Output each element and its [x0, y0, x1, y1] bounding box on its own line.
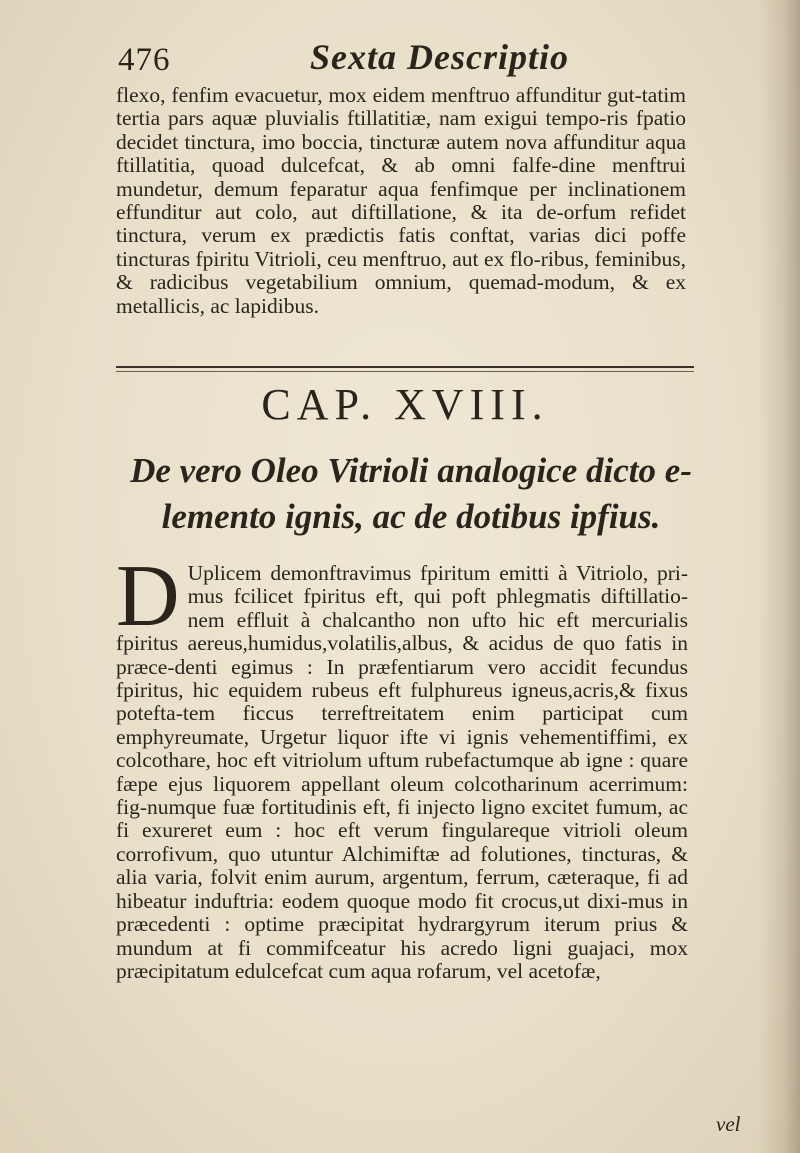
- page-number: 476: [118, 42, 171, 78]
- chapter-heading: CAP. XVIII.: [261, 380, 549, 429]
- section-divider-thin: [116, 371, 694, 372]
- chapter-body-text: Uplicem demonftravimus fpiritum emitti à Vitriolo, pri-mus fcilicet fpiritus eft, qui poft phlegmatis diftillatio-nem effluit à chalcantho non ufto hic eft mercurialis fpiritus aereus,humidus,volatilis,albus, & acidus de quo fatis in præce-denti egimus : In præfentiarum vero accidit fecundus fpiritus, hic equidem rubeus eft fulphureus igneus,acris,& fixus poteftа-tem ficcus terreftreitatem enim participat cum emphyreumate, Urgetur liquor ifte vi ignis vehementiffimi, ex colcothare, hoc eft vitriolum uftum rubefactumque ab igne : quare fæpe ejus liquorem appellant oleum colcotharinum acerrimum: fig-numque fuæ fortitudinis eft, fi injecto ligno excitet fumum, ac fi exureret eum : hoc eft verum fingulareque vitrioli oleum corrofivum, quo utuntur Alchimiftæ ad folutiones, tincturas, & alia varia, folvit enim aurum, argentum, ferrum, cæteraque, fi ad hibeatur induftria: eodem quoque modo fit crocus,ut dixi-mus in præcedenti : optime præcipitat hydrargyrum iterum prius & mundum at fi commifceatur his acredo ligni guajaci, mox præcipitatum edulcefcat cum aqua rofarum, vel acetofæ,: [116, 561, 688, 983]
- catchword: vel: [716, 1112, 741, 1136]
- drop-capital: D: [116, 548, 180, 645]
- page-edge-shadow: [758, 0, 800, 1153]
- running-head: Sexta Descriptio: [310, 37, 569, 77]
- chapter-title: De vero Oleo Vitrioli analogice dicto e-lemento ignis, ac de dotibus ipfius.: [130, 451, 692, 536]
- paragraph-continued: flexo, fenfim evacuetur, mox eidem menftruo affunditur gut-tatim tertia pars aquæ pluvialis ftillatitiæ, nam exigui tempo-ris fpatio decidet tinctura, imo boccia, tincturæ autem nova affunditur aqua ftillatitia, quoad dulcefcat, & ab omni falfe-dine menftrui mundetur, demum feparatur aqua fenfimque per inclinationem effunditur aut colo, aut diftillatione, & ita de-orfum refidet tinctura, verum ex prædictis fatis conftat, varias dici poffe tincturas fpiritu Vitrioli, ceu menftruo, aut ex flo-ribus, feminibus, & radicibus vegetabilium omnium, quemad-modum, & ex metallicis, ac lapidibus.: [116, 83, 686, 318]
- chapter-body: [116, 548, 688, 983]
- section-divider: [116, 366, 694, 368]
